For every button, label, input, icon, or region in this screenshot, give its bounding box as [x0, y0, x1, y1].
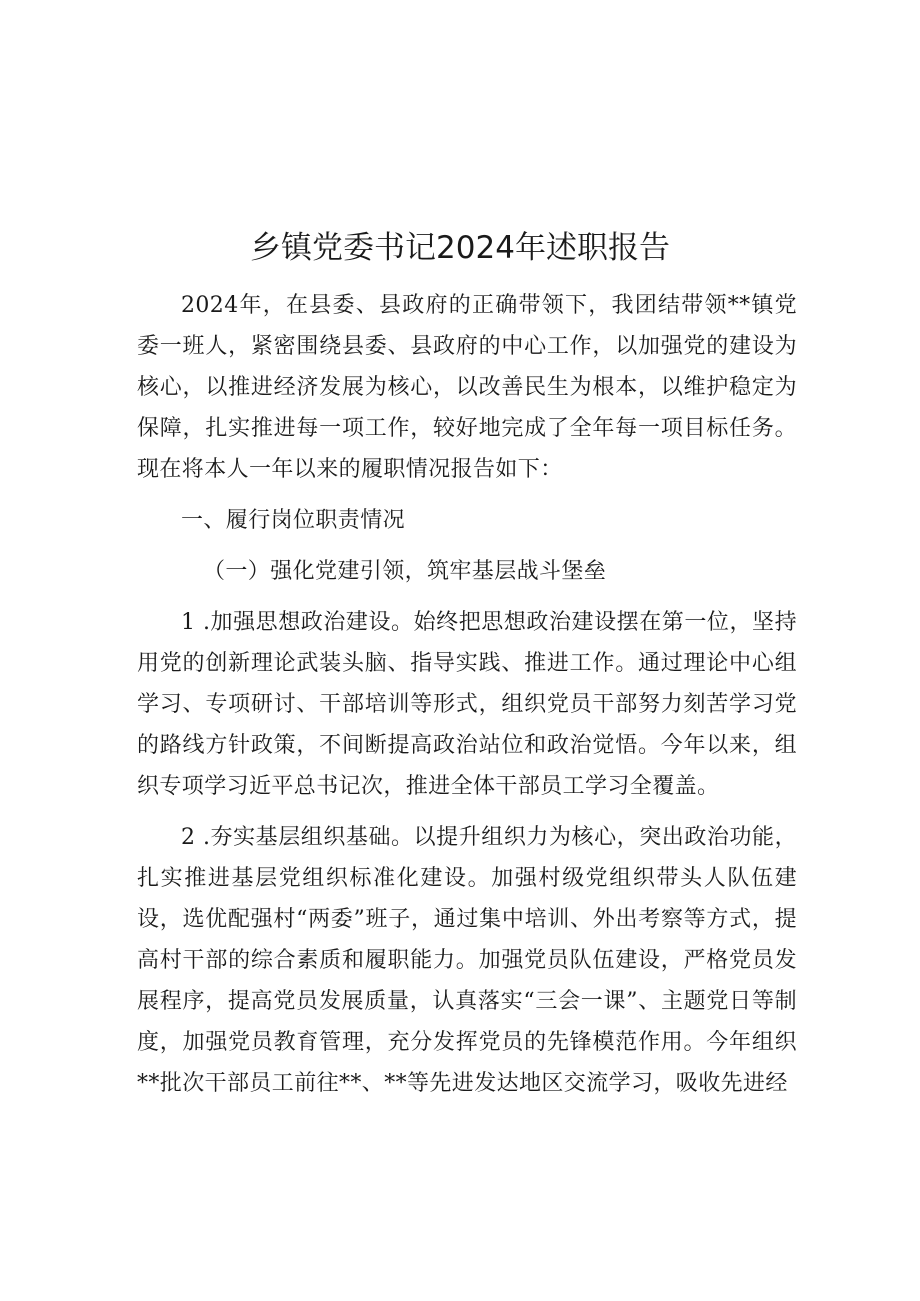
document-body [137, 285, 797, 1104]
item-paragraph-2: 2 .夯实基层组织基础。以提升组织力为核心，突出政治功能，扎实推进基层党组织标准化建设。加强村级党组织带头人队伍建设，选优配强村“两委”班子，通过集中培训、外出考察等方式，提高村干部的综合素质和履职能力。加强党员队伍建设，严格党员发展程序，提高党员发展质量，认真落实“三会一课”、主题党日等制度，加强党员教育管理，充分发挥党员的先锋模范作用。今年组织**批次干部员工前往**、**等先进发达地区交流学习，吸收先进经 [137, 825, 797, 1096]
item-paragraph-1: 1 .加强思想政治建设。始终把思想政治建设摆在第一位，坚持用党的创新理论武装头脑、指导实践、推进工作。通过理论中心组学习、专项研讨、干部培训等形式，组织党员干部努力刻苦学习党的路线方针政策，不间断提高政治站位和政治觉悟。今年以来，组织专项学习近平总书记次，推进全体干部员工学习全覆盖。 [137, 610, 797, 799]
section-heading-1: 一、履行岗位职责情况 [181, 508, 406, 533]
document-title: 乡镇党委书记2024年述职报告 [250, 230, 670, 266]
intro-paragraph: 2024年，在县委、县政府的正确带领下，我团结带领**镇党委一班人，紧密围绕县委、县政府的中心工作，以加强党的建设为核心，以推进经济发展为核心，以改善民生为根本，以维护稳定为保障，扎实推进每一项工作，较好地完成了全年每一项目标任务。现在将本人一年以来的履职情况报告如下： [137, 293, 797, 482]
subsection-heading-1: （一）强化党建引领，筑牢基层战斗堡垒 [203, 559, 607, 584]
